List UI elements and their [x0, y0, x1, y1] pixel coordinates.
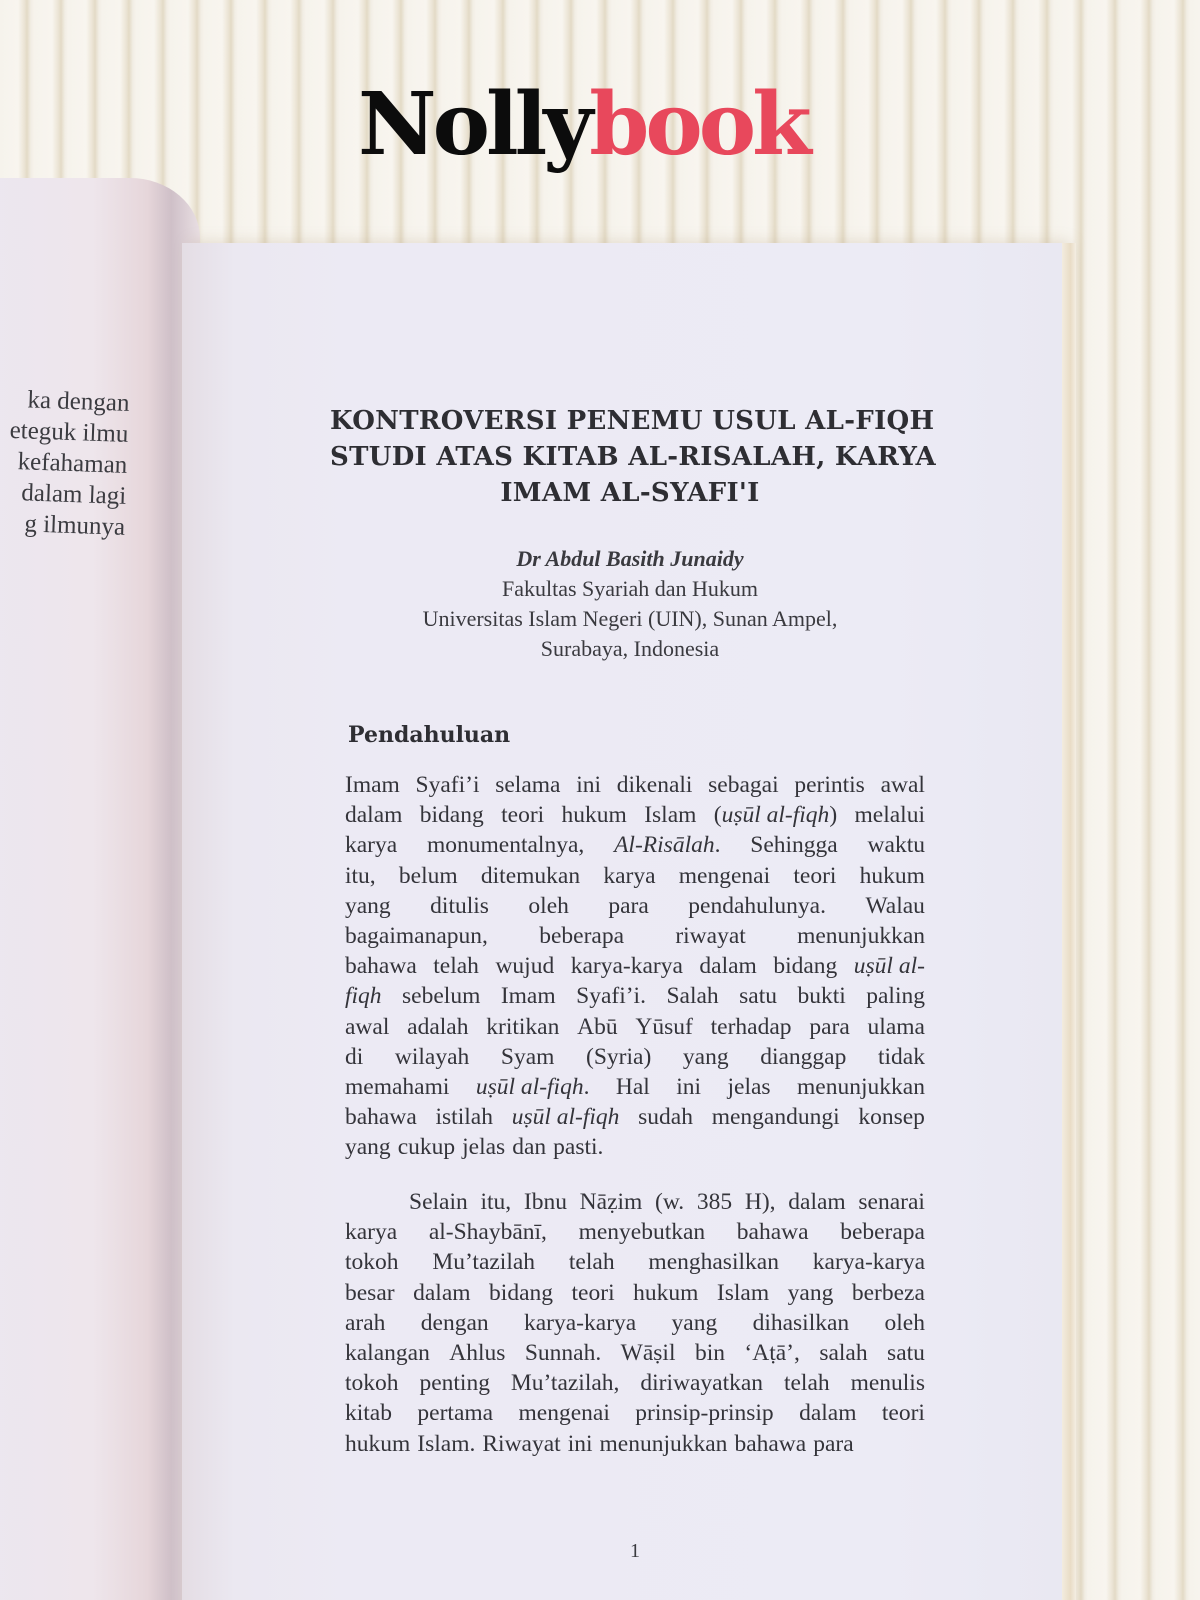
word: waktu [867, 832, 925, 859]
text-line [345, 1308, 925, 1338]
word: terhadap [710, 1013, 792, 1040]
word: Imam [345, 772, 400, 798]
word: itu, [480, 1189, 512, 1215]
word: uṣūl al-fiqh [511, 1104, 620, 1131]
word: tidak [877, 1043, 925, 1070]
body-paragraph-1 [345, 770, 925, 1162]
word: Riwayat [482, 1430, 561, 1457]
word: menulis [850, 1370, 925, 1397]
text-line [345, 951, 925, 981]
title-line: KONTROVERSI PENEMU USUL AL-FIQH [330, 406, 935, 436]
word: dalam [799, 1400, 857, 1427]
word: ditemukan [480, 862, 581, 889]
text-line [345, 800, 925, 830]
logo-part-nolly: Nolly [358, 74, 590, 175]
word: ulama [867, 1013, 925, 1040]
text-line [345, 1338, 925, 1368]
word: pertama [417, 1400, 494, 1427]
word: Imam [500, 983, 556, 1010]
body-paragraph-2 [345, 1187, 925, 1459]
word: senarai [858, 1189, 925, 1215]
word: bukti [797, 983, 846, 1010]
word: uṣūl al- [853, 953, 925, 980]
word: diriwayatkan [640, 1370, 764, 1397]
word: beberapa [539, 922, 625, 949]
word: awal [880, 772, 925, 798]
word: oleh [528, 892, 569, 919]
author-location: Surabaya, Indonesia [540, 636, 720, 661]
word: ini [567, 1430, 593, 1457]
page-stack-edge [1062, 243, 1076, 1600]
word: yang [345, 892, 391, 919]
word: 385 [696, 1189, 733, 1215]
text-line [345, 1132, 925, 1162]
word: jelas [727, 1073, 771, 1100]
word: bahawa [345, 1104, 417, 1131]
word: dianggap [760, 1043, 847, 1070]
left-book-page [0, 178, 200, 1600]
word: arah [345, 1309, 386, 1336]
word: yang [345, 1134, 391, 1161]
word: berbeza [851, 1279, 925, 1306]
text-line [345, 1102, 925, 1132]
author-university: Universitas Islam Negeri (UIN), Sunan Ampel, [422, 606, 838, 631]
word: melalui [854, 802, 925, 829]
word: Sehingga [750, 832, 838, 859]
word: telah [433, 953, 479, 980]
word: Selain [409, 1189, 468, 1215]
left-page-text [0, 380, 130, 543]
word: telah [568, 1249, 615, 1276]
word: Al-Risālah. [614, 832, 721, 859]
word: karya-karya [570, 953, 683, 980]
word: tokoh [345, 1249, 399, 1276]
word: mengandungi [711, 1104, 840, 1131]
word: Syafi’i. [576, 983, 646, 1010]
word: Wāṣil [620, 1339, 676, 1366]
section-heading: Pendahuluan [348, 722, 511, 748]
word: kritikan [486, 1013, 560, 1040]
brand-logo [358, 74, 808, 175]
word: karya [345, 1219, 398, 1246]
word: hukum [859, 862, 925, 889]
left-page-line: eteguk ilmu [9, 416, 129, 448]
text-line [345, 1012, 925, 1042]
author-faculty: Fakultas Syariah dan Hukum [501, 576, 759, 601]
text-line [345, 1429, 925, 1459]
word: paling [866, 983, 925, 1010]
word: telah [783, 1370, 830, 1397]
word: hukum [633, 1279, 699, 1306]
word: riwayat [675, 922, 746, 949]
word: Ahlus [449, 1339, 506, 1366]
word: monumentalnya, [426, 832, 585, 859]
word: yang [671, 1309, 718, 1336]
word: bin [694, 1339, 725, 1366]
word: yang [787, 1279, 834, 1306]
word: Islam [716, 1279, 770, 1306]
word: bahawa [736, 1219, 809, 1246]
text-line [345, 861, 925, 891]
word: Islam. [417, 1430, 476, 1457]
word: selama [495, 772, 561, 798]
word: fiqh [345, 983, 382, 1010]
word: bidang [773, 953, 838, 980]
left-page-line: kefahaman [17, 448, 128, 479]
word: bagaimanapun, [345, 922, 488, 949]
word: (Syria) [586, 1043, 652, 1070]
word: bidang [419, 802, 484, 829]
word: Yūsuf [635, 1013, 693, 1040]
word: beberapa [840, 1219, 925, 1246]
word: dengan [420, 1309, 489, 1336]
word: jelas [462, 1134, 506, 1161]
word: ditulis [430, 892, 489, 919]
word: itu, [345, 862, 376, 889]
word: Abū [577, 1013, 618, 1040]
word: karya-karya [812, 1249, 925, 1276]
word: salah [819, 1339, 868, 1366]
word: para [608, 892, 649, 919]
text-line [345, 1072, 925, 1102]
text-line [345, 1278, 925, 1308]
word: al-Shaybānī, [428, 1219, 547, 1246]
word: dan [512, 1134, 547, 1161]
word: wilayah [394, 1043, 470, 1070]
text-line [345, 1398, 925, 1428]
word: Hal [615, 1073, 650, 1100]
word: Nāẓim [579, 1189, 643, 1215]
word: oleh [884, 1309, 925, 1336]
word: bahawa [734, 1430, 807, 1457]
word: dalam [413, 1279, 471, 1306]
word: teori [571, 1279, 615, 1306]
word: kalangan [345, 1339, 430, 1366]
left-page-line: dalam lagi [20, 479, 127, 510]
word: cukup [397, 1134, 456, 1161]
text-line [345, 921, 925, 951]
chapter-title [330, 403, 937, 511]
word: sebagai [708, 772, 779, 798]
word: mengenai [678, 862, 771, 889]
word: ‘Aṭā’, [744, 1339, 800, 1366]
page-number: 1 [630, 1540, 640, 1562]
word: menyebutkan [578, 1219, 706, 1246]
text-line [345, 1247, 925, 1277]
word: Walau [865, 892, 925, 919]
word: para [813, 1430, 854, 1457]
word: dalam [345, 802, 403, 829]
word: Ibnu [523, 1189, 567, 1215]
title-line: STUDI ATAS KITAB AL-RISALAH, KARYA [330, 442, 937, 472]
word: perintis [794, 772, 865, 798]
word: awal [345, 1013, 390, 1040]
word: di [345, 1043, 364, 1070]
word: satu [887, 1339, 925, 1366]
word: sebelum [402, 983, 481, 1010]
title-line: IMAM AL-SYAFI'I [500, 478, 760, 508]
word: karya-karya [524, 1309, 637, 1336]
word: teori [881, 1400, 925, 1427]
word: ini [576, 772, 602, 798]
word: ini [676, 1073, 702, 1100]
word: teori [501, 802, 545, 829]
word: bahawa [345, 953, 417, 980]
word: menunjukkan [797, 922, 925, 949]
word: kitab [345, 1400, 392, 1427]
word: Mu’tazilah [432, 1249, 536, 1276]
word: Syam [500, 1043, 555, 1070]
text-line [345, 1368, 925, 1398]
word: (w. [655, 1189, 685, 1215]
text-line [345, 981, 925, 1011]
word: uṣūl al-fiqh. [475, 1073, 590, 1100]
left-page-line: ka dengan [27, 386, 130, 417]
text-line [345, 830, 925, 860]
word: menunjukkan [797, 1073, 925, 1100]
word: hukum [345, 1430, 411, 1457]
word: dalam [788, 1189, 846, 1215]
word: prinsip-prinsip [635, 1400, 774, 1427]
word: tokoh [345, 1370, 399, 1397]
word: para [809, 1013, 850, 1040]
author-block [330, 544, 930, 664]
word: penting [419, 1370, 490, 1397]
word: Islam [644, 802, 697, 829]
word: besar [345, 1279, 395, 1306]
word: konsep [858, 1104, 925, 1131]
word: menghasilkan [648, 1249, 779, 1276]
word: H), [744, 1189, 776, 1215]
word: istilah [435, 1104, 493, 1131]
word: dikenali [616, 772, 693, 798]
word: pendahulunya. [688, 892, 826, 919]
text-line [345, 1042, 925, 1072]
word: pasti. [553, 1134, 604, 1161]
word: menunjukkan [599, 1430, 728, 1457]
word: wujud [495, 953, 555, 980]
text-line [345, 1187, 925, 1217]
word: dalam [699, 953, 757, 980]
word: karya [603, 862, 656, 889]
text-line [345, 1217, 925, 1247]
word: mengenai [518, 1400, 610, 1427]
word: hukum [561, 802, 627, 829]
logo-part-book: book [589, 74, 808, 175]
word: yang [682, 1043, 729, 1070]
word: Sunnah. [524, 1339, 602, 1366]
author-name: Dr Abdul Basith Junaidy [516, 546, 744, 571]
word: bidang [489, 1279, 554, 1306]
text-line [345, 891, 925, 921]
word: Salah [666, 983, 719, 1010]
word: teori [793, 862, 837, 889]
word: adalah [407, 1013, 469, 1040]
word: belum [398, 862, 458, 889]
word: memahami [345, 1073, 450, 1100]
word: Syafi’i [415, 772, 480, 798]
word: dihasilkan [752, 1309, 850, 1336]
word: sudah [638, 1104, 693, 1131]
text-line [345, 770, 925, 800]
left-page-line: g ilmunya [24, 510, 126, 541]
word: satu [739, 983, 777, 1010]
word: Mu’tazilah, [510, 1370, 620, 1397]
word: (uṣūl al-fiqh) [713, 802, 838, 829]
word: karya [345, 832, 398, 859]
